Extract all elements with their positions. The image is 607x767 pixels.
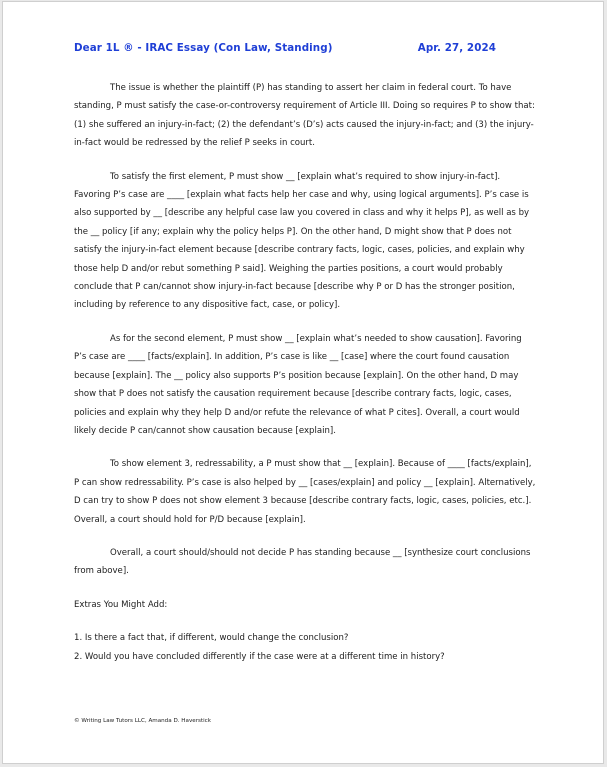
copyright-footer: © Writing Law Tutors LLC, Amanda D. Haverstick (74, 718, 211, 724)
document-title: Dear 1L ® - IRAC Essay (Con Law, Standing) (74, 42, 333, 54)
paragraph-conclusion: Overall, a court should/should not decide P has standing because __ [synthesize court conclusions from above]. (74, 547, 531, 577)
extras-heading: Extras You Might Add: (74, 599, 168, 610)
document-body (74, 79, 536, 681)
paragraph-issue: The issue is whether the plaintiff (P) has standing to assert her claim in federal court. To have standing, P must satisfy the case-or-controversy requirement of Article III. Doing so requires P to show that: (1) she suffered an injury-in-fact; (2) the defendant’s (D’s) acts caused the injury-in-fact; and (3) the injury-in-fact would be redressed by the relief P seeks in court. (74, 83, 535, 149)
extras-item-2: 2. Would you have concluded differently if the case were at a different time in history? (74, 651, 445, 662)
document-date: Apr. 27, 2024 (417, 42, 496, 54)
document-header (74, 42, 532, 54)
paragraph-element-3: To show element 3, redressability, a P must show that __ [explain]. Because of ____ [facts/explain], P can show redressability. P’s case is also helped by __ [cases/explain] and policy __ [explain]. Alternatively, D can try to show P does not show element 3 because [describe contrary facts, logic, cases, policies, etc.]. Overall, a court should hold for P/D because [explain]. (74, 459, 536, 525)
paragraph-element-2: As for the second element, P must show __ [explain what’s needed to show causation]. Favoring P’s case are ____ [facts/explain]. In addition, P’s case is like __ [case] where the court found causation because [explain]. The __ policy also supports P’s position because [explain]. On the other hand, D may show that P does not satisfy the causation requirement because [describe contrary facts, logic, cases, policies and explain why they help D and/or refute the relevance of what P cites]. Overall, a court would likely decide P can/cannot show causation because [explain]. (74, 333, 522, 436)
paragraph-element-1: To satisfy the first element, P must show __ [explain what’s required to show injury-in-fact]. Favoring P’s case are ____ [explain what facts help her case and why, using logical arguments]. P’s case is also supported by __ [describe any helpful case law you covered in class and why it helps P], as well as by the __ policy [if any; explain why the policy helps P]. On the other hand, D might show that P does not satisfy the injury-in-fact element because [describe contrary facts, logic, cases, policies, and explain why those help D and/or rebut something P said]. Weighing the parties positions, a court would probably conclude that P can/cannot show injury-in-fact because [describe why P or D has the stronger position, including by reference to any dispositive fact, case, or policy]. (74, 171, 530, 311)
document-page (2, 1, 604, 764)
extras-item-1: 1. Is there a fact that, if different, would change the conclusion? (74, 633, 349, 644)
